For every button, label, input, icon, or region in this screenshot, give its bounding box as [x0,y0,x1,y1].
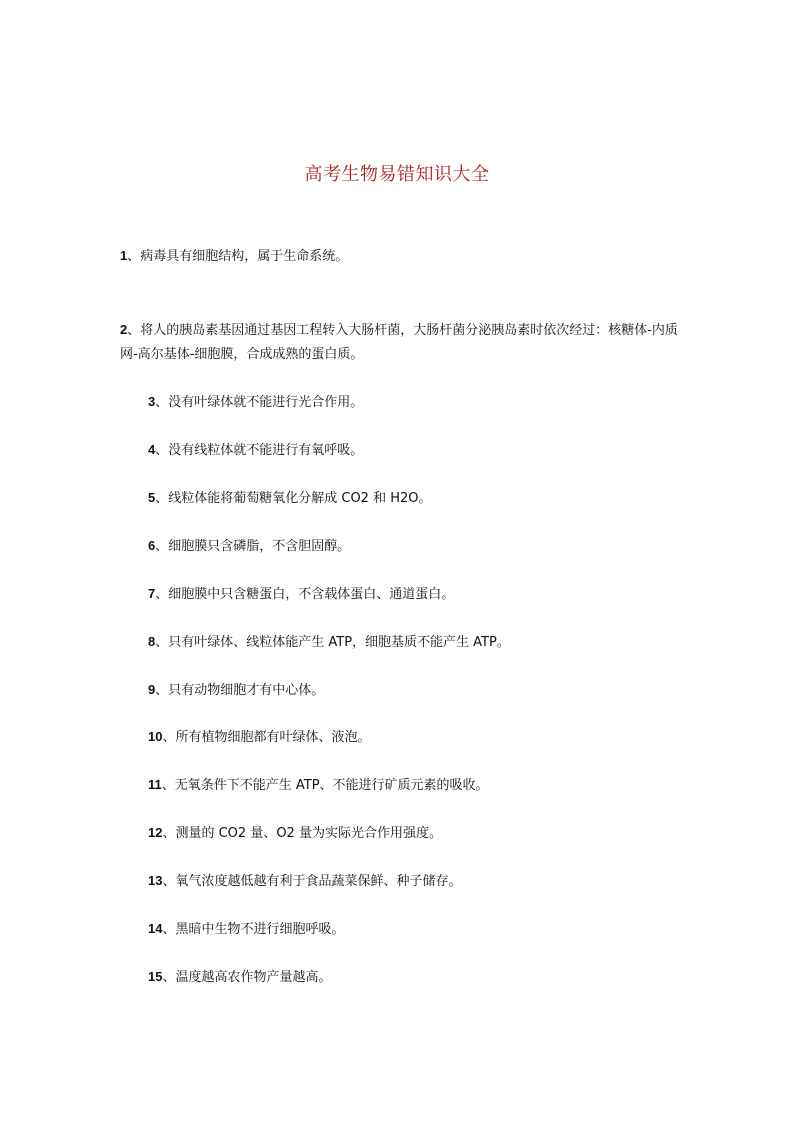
item-text: 、细胞膜中只含糖蛋白，不含载体蛋白、通道蛋白。 [155,587,455,602]
item-text: 、将人的胰岛素基因通过基因工程转入大肠杆菌，大肠杆菌分泌胰岛素时依次经过：核糖体-内质网-高尔基体-细胞膜，合成成熟的蛋白质。 [120,323,678,362]
list-item [120,244,348,269]
list-item [148,486,432,511]
list-item [148,390,363,415]
list-item [120,318,680,367]
item-number: 7 [148,586,156,601]
item-number: 6 [148,538,156,553]
list-item [148,534,350,559]
item-number: 9 [148,682,156,697]
item-text: 、没有叶绿体就不能进行光合作用。 [155,395,364,410]
item-number: 10 [148,729,163,744]
item-number: 11 [148,777,162,792]
item-text: 、温度越高农作物产量越高。 [162,970,332,985]
item-number: 8 [148,634,156,649]
item-number: 3 [148,394,156,409]
item-text: 、细胞膜只含磷脂，不含胆固醇。 [155,539,351,554]
list-item [148,917,344,942]
item-number: 1 [120,248,128,263]
list-item [148,678,324,703]
item-text: 、黑暗中生物不进行细胞呼吸。 [162,922,345,937]
item-number: 5 [148,490,156,505]
list-item [148,965,331,990]
item-number: 13 [148,873,163,888]
item-text: 、没有线粒体就不能进行有氧呼吸。 [155,443,364,458]
list-item [148,630,510,655]
item-number: 12 [148,825,163,840]
list-item [148,869,461,894]
item-number: 15 [148,969,163,984]
item-text: 、测量的 CO2 量、O2 量为实际光合作用强度。 [162,826,442,841]
item-text: 、只有叶绿体、线粒体能产生 ATP，细胞基质不能产生 ATP。 [155,635,510,650]
item-text: 、病毒具有细胞结构，属于生命系统。 [127,249,349,264]
page-title: 高考生物易错知识大全 [304,164,490,185]
item-text: 、只有动物细胞才有中心体。 [155,683,325,698]
item-text: 、线粒体能将葡萄糖氧化分解成 CO2 和 H2O。 [155,491,432,506]
item-text: 、无氧条件下不能产生 ATP、不能进行矿质元素的吸收。 [161,778,489,793]
item-number: 14 [148,921,163,936]
list-item [148,773,489,798]
list-item [148,821,442,846]
item-text: 、氧气浓度越低越有利于食品蔬菜保鲜、种子储存。 [162,874,462,889]
item-text: 、所有植物细胞都有叶绿体、液泡。 [162,730,371,745]
item-number: 4 [148,442,156,457]
list-item [148,582,454,607]
list-item [148,438,363,463]
list-item [148,725,370,750]
item-number: 2 [120,322,128,337]
